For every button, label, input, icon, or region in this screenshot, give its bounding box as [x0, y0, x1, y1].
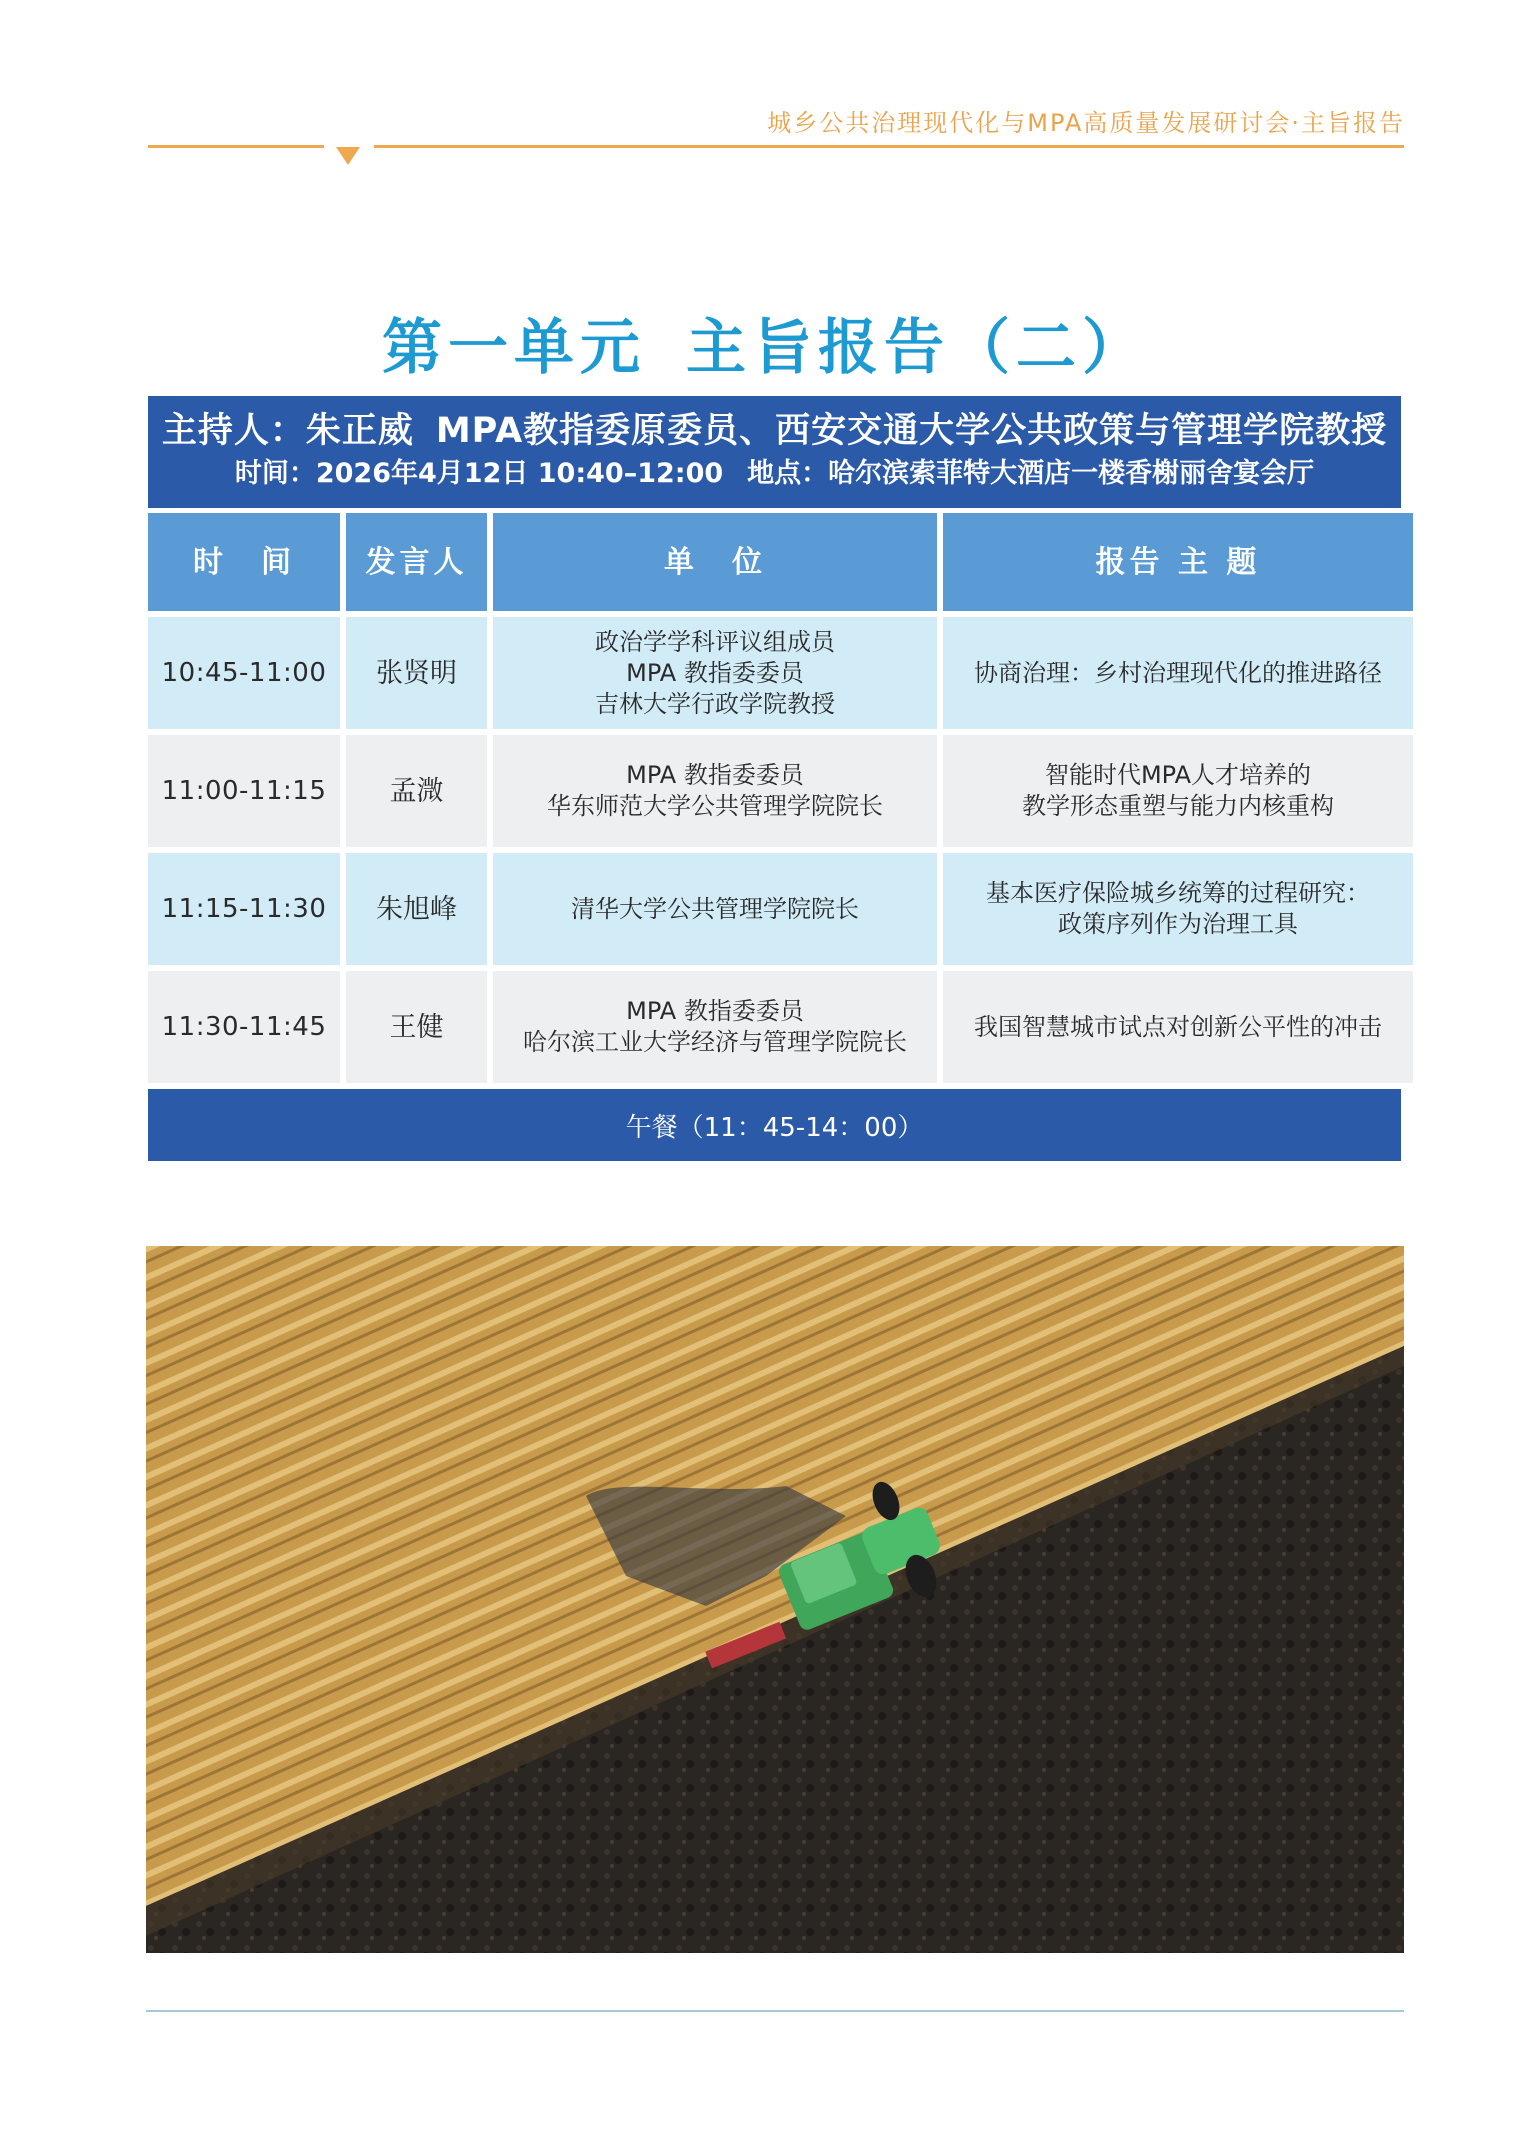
aerial-tractor-field-photo: [146, 1246, 1404, 1953]
row-affiliation: [493, 853, 937, 965]
session-banner: [148, 396, 1401, 508]
row-time: 10:45-11:00: [148, 617, 340, 729]
topic-line: 教学形态重塑与能力内核重构: [1022, 792, 1334, 820]
row-time: 11:00-11:15: [148, 735, 340, 847]
affiliation-line: 哈尔滨工业大学经济与管理学院院长: [523, 1028, 907, 1056]
topic-line: 基本医疗保险城乡统筹的过程研究：: [986, 879, 1370, 907]
unit-title-part1: 第一单元: [382, 313, 646, 383]
row-speaker: 朱旭峰: [346, 853, 487, 965]
footer-rule: [146, 2010, 1404, 2012]
schedule-grid: [148, 508, 1401, 1083]
topic-line: 政策序列作为治理工具: [1058, 910, 1298, 938]
row-time: 11:30-11:45: [148, 971, 340, 1083]
row-speaker: 王健: [346, 971, 487, 1083]
row-speaker: 孟溦: [346, 735, 487, 847]
row-topic: [943, 735, 1413, 847]
affiliation-line: MPA 教指委委员: [626, 761, 804, 789]
row-affiliation: [493, 617, 937, 729]
schedule-table: [148, 396, 1401, 1161]
topic-line: 智能时代MPA人才培养的: [1044, 761, 1312, 789]
row-affiliation: [493, 971, 937, 1083]
header-rule-left: [148, 145, 324, 148]
column-header-time: 时 间: [148, 513, 340, 611]
affiliation-line: 清华大学公共管理学院院长: [571, 894, 859, 923]
affiliation-line: MPA 教指委委员: [626, 997, 804, 1025]
host-label: 主持人：朱正威: [161, 411, 414, 451]
header-title: 城乡公共治理现代化与MPA高质量发展研讨会·主旨报告: [767, 109, 1405, 137]
session-place: 地点：哈尔滨索菲特大酒店一楼香榭丽舍宴会厅: [747, 458, 1315, 489]
row-affiliation: [493, 735, 937, 847]
row-speaker: 张贤明: [346, 617, 487, 729]
topic-line: 协商治理：乡村治理现代化的推进路径: [974, 658, 1382, 687]
affiliation-line: 吉林大学行政学院教授: [595, 689, 835, 718]
topic-line: 我国智慧城市试点对创新公平性的冲击: [974, 1012, 1382, 1041]
affiliation-line: 华东师范大学公共管理学院院长: [547, 792, 883, 820]
session-time-place: [148, 454, 1401, 494]
header-triangle-marker-icon: [336, 147, 360, 165]
unit-title: [0, 300, 1530, 386]
row-topic: [943, 971, 1413, 1083]
row-topic: [943, 853, 1413, 965]
session-time: 时间：2026年4月12日 10:40–12:00: [234, 458, 724, 489]
row-time: 11:15-11:30: [148, 853, 340, 965]
header-rule-right: [374, 145, 1404, 148]
column-header-speaker: 发言人: [346, 513, 487, 611]
lunch-bar: 午餐（11：45-14：00）: [148, 1089, 1401, 1161]
session-host: [148, 408, 1401, 454]
affiliation-line: 政治学学科评议组成员: [595, 627, 835, 656]
column-header-affiliation: 单 位: [493, 513, 937, 611]
host-role: MPA教指委原委员、西安交通大学公共政策与管理学院教授: [435, 411, 1388, 451]
row-topic: [943, 617, 1413, 729]
unit-title-part2: 主旨报告（二）: [686, 313, 1148, 383]
affiliation-line: MPA 教指委委员: [626, 658, 804, 687]
column-header-topic: 报告 主 题: [943, 513, 1413, 611]
